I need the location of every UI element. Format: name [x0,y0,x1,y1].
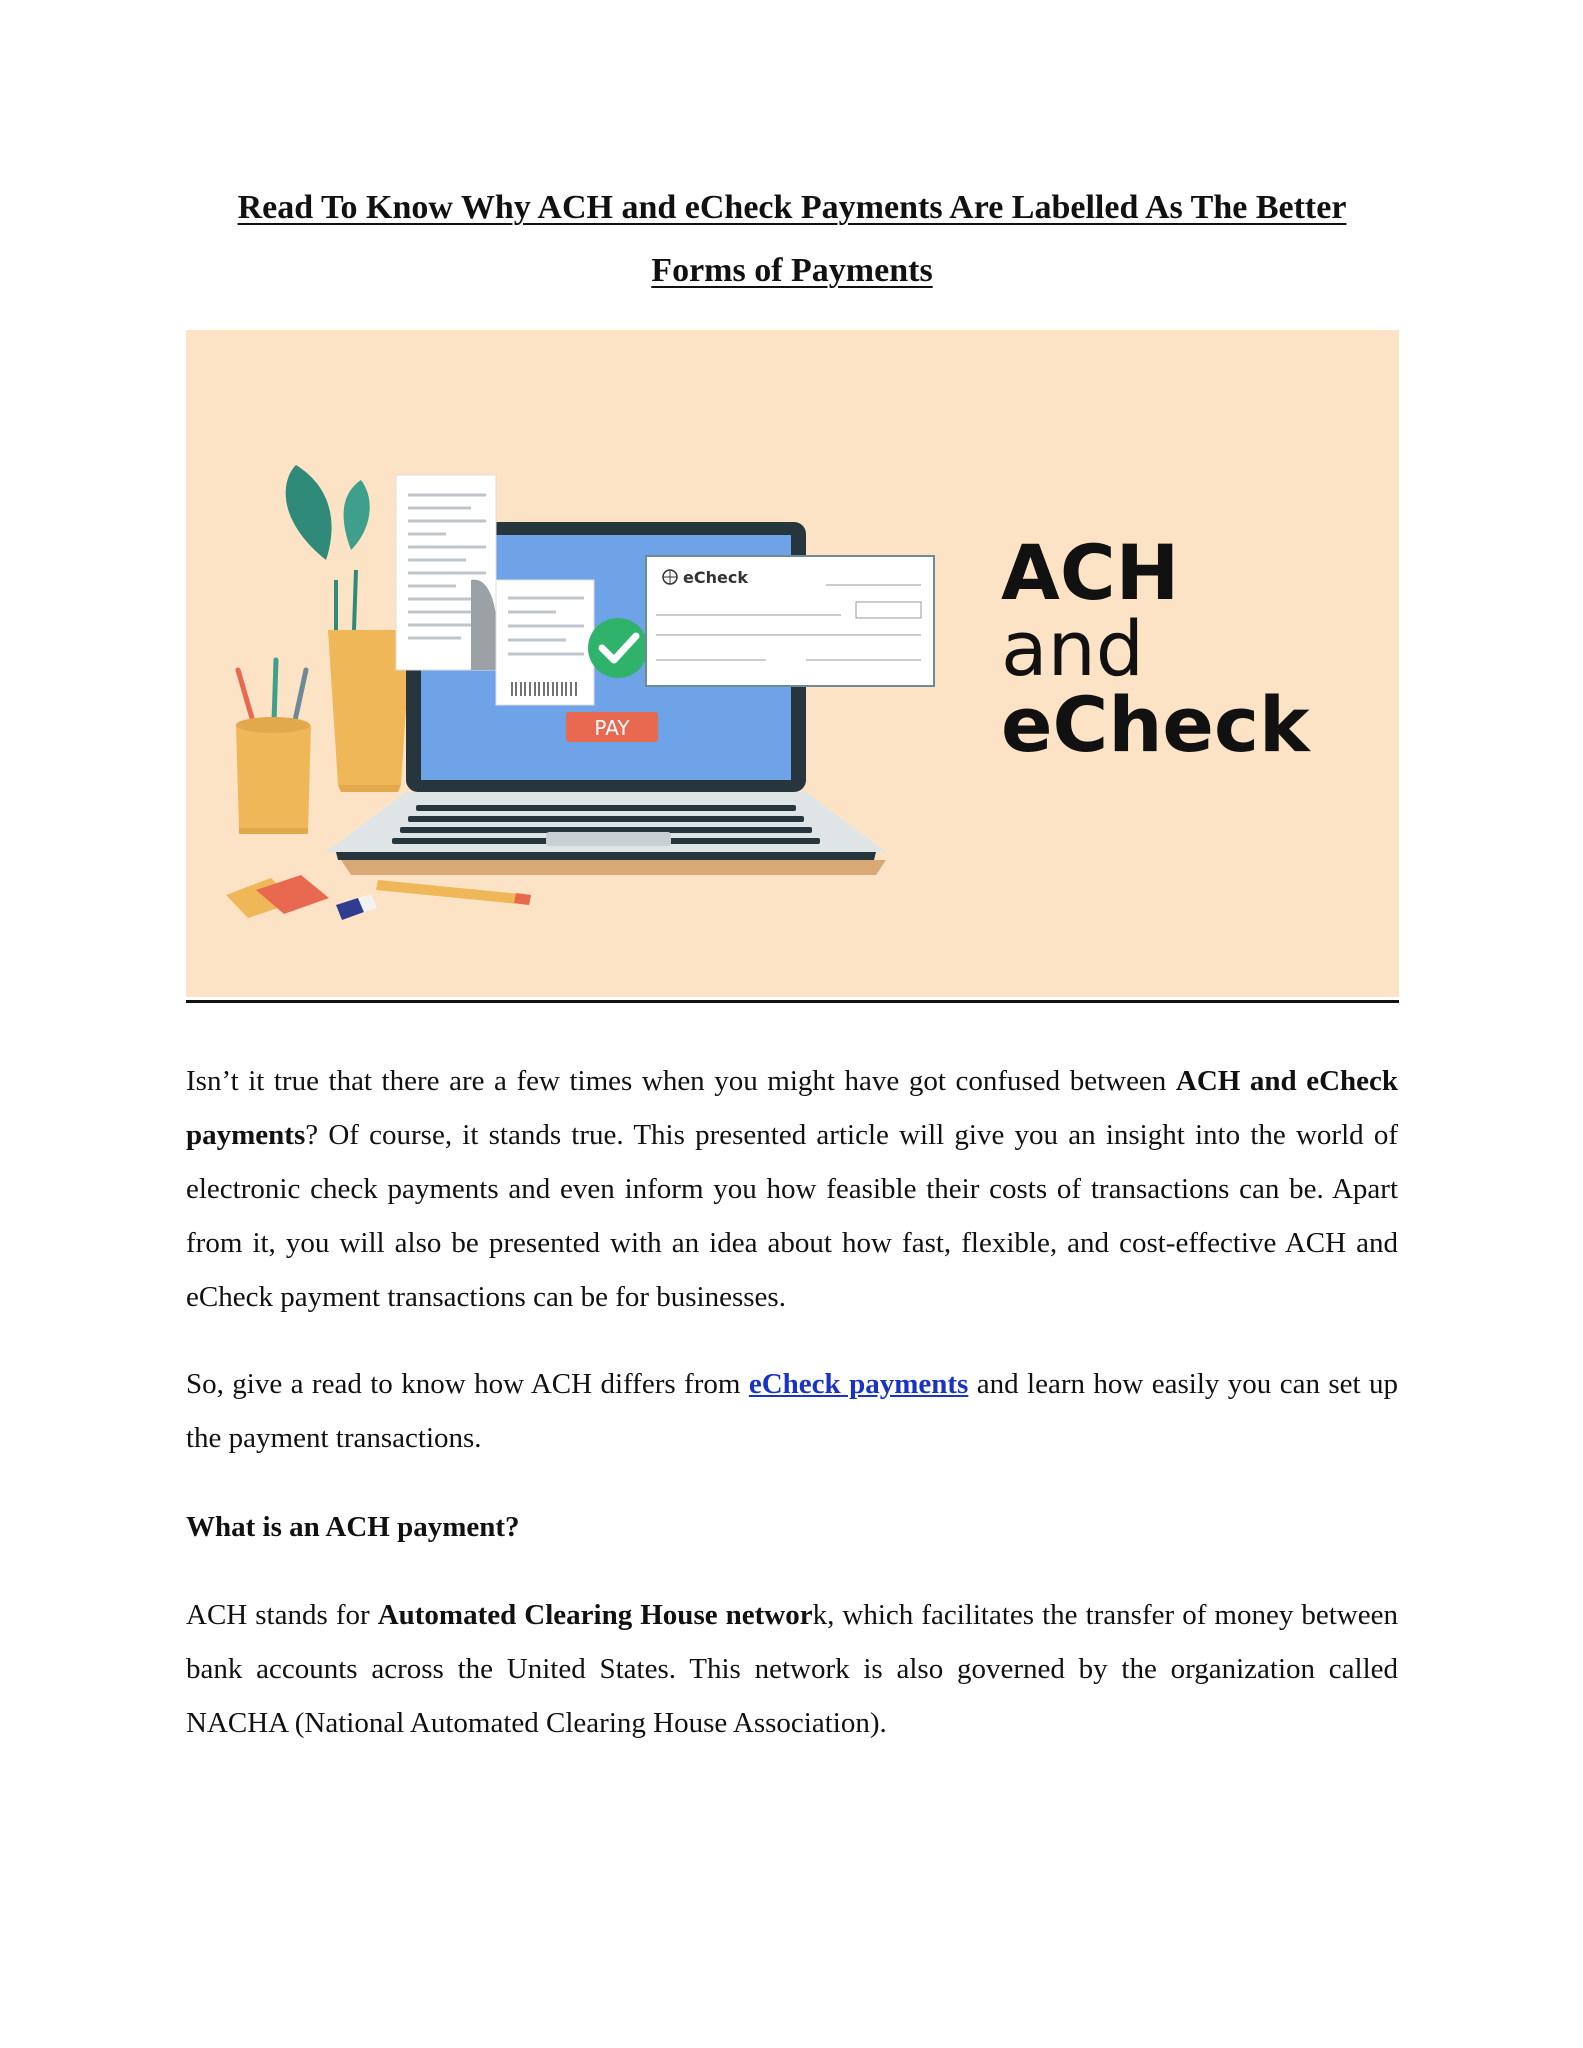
section-heading: What is an ACH payment? [186,1511,520,1543]
eraser-icon [336,894,377,920]
intro-text-a: Isn’t it true that there are a few times when you might have got confused between [186,1065,1176,1097]
pencil-icon [376,880,531,905]
second-text-a: So, give a read to know how ACH differs from [186,1368,749,1400]
check-brand: eCheck [683,568,748,587]
intro-text-c: ? Of course, it stands true. This presented article will give you an insight into the world of electronic check payments and even inform you how feasible their costs of transactions can be. Apart from it, you will also be presented with an idea about how fast, flexible, and cost-effective ACH and eCheck payment transactions can be for businesses. [186,1119,1398,1313]
pencil-cup-icon [236,660,311,834]
ach-text-a: ACH stands for [186,1599,378,1631]
second-text-b: and learn how easily you can set up the payment transactions. [186,1368,1399,1454]
banner-heading [1001,528,1310,769]
intro-paragraph [186,1054,1398,1324]
banner-line-1: ACH [1001,528,1180,617]
ach-definition-paragraph [186,1588,1398,1750]
hero-banner [186,330,1399,997]
page-title [186,176,1398,302]
checkmark-icon [588,618,648,678]
title-line-2: Forms of Payments [651,252,933,289]
receipt-icon [396,475,594,705]
ach-text-c: k, which facilitates the transfer of money between bank accounts across the United States. This network is also governed by the organization called NACHA (National Automated Clearing House Association). [186,1599,1398,1739]
check-icon [646,556,934,686]
echeck-payments-link[interactable]: eCheck payments [748,1368,969,1400]
intro-text-bold: ACH and eCheck payments [186,1065,1399,1151]
sticky-notes-icon [226,875,329,918]
title-line-1: Read To Know Why ACH and eCheck Payments Are Labelled As The Better [237,189,1347,226]
second-paragraph [186,1357,1398,1465]
banner-line-2: and [1001,604,1144,693]
ach-text-bold: Automated Clearing House networ [377,1599,813,1631]
laptop-shadow [341,860,886,875]
pay-button [566,712,658,742]
divider [186,1000,1399,1003]
banner-line-3: eCheck [1001,680,1310,769]
pay-button-label: PAY [594,716,630,740]
